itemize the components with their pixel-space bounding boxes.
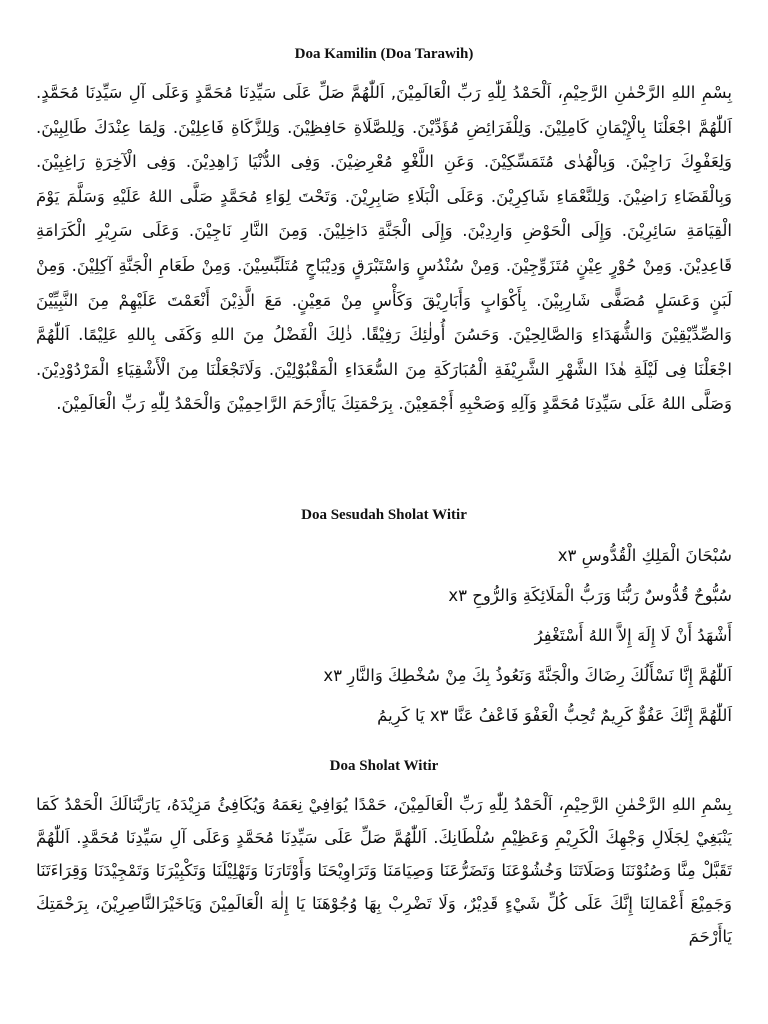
section-title-doa-sholat-witir: Doa Sholat Witir xyxy=(329,758,439,774)
section-title-doa-kamilin: Doa Kamilin (Doa Tarawih) xyxy=(294,46,474,62)
dzikir-line: اَللّٰهُمَّ إِنَّكَ عَفُوٌّ كَرِيمٌ تُحِبُّ الْعَفْوَ فَاعْفُ عَنَّا x٣ يَا كَرِيمُ xyxy=(377,706,732,725)
section-title-doa-sesudah-witir: Doa Sesudah Sholat Witir xyxy=(301,507,467,523)
dzikir-line: سُبْحَانَ الْمَلِكِ الْقُدُّوسِ x٣ xyxy=(557,546,732,565)
dzikir-line: سُبُّوحٌ قُدُّوسٌ رَبُّنَا وَرَبُّ الْمَلَائِكَةِ وَالرُّوحِ x٣ xyxy=(448,586,732,605)
doa-kamilin-text: بِسْمِ اللهِ الرَّحْمٰنِ الرَّحِيْمِ، اَلْحَمْدُ لِلّٰهِ رَبِّ الْعَالَمِيْنَ, اَللّٰهُمَّ صَلِّ عَلَى سَيِّدِنَا مُحَمَّدٍ وَعَلَى آلِ سَيِّدِنَا مُحَمَّدٍ. اَللّٰهُمَّ اجْعَلْنَا بِالْإِيْمَانِ كَامِلِيْنَ. وَلِلْفَرَائِضِ مُؤَدِّيْنَ. وَلِلصَّلَاةِ حَافِظِيْنَ. وَلِلزَّكَاةِ فَاعِلِيْنَ. وَلِمَا عِنْدَكَ طَالِبِيْنَ. وَلِعَفْوِكَ رَاجِيْنَ. وَبِالْهُدٰى مُتَمَسِّكِيْنَ. وَعَنِ اللَّغْوِ مُعْرِضِيْنَ. وَفِى الدُّنْيَا زَاهِدِيْنَ. وَفِى الْآخِرَةِ رَاغِبِيْنَ. وَبِالْقَضَاءِ رَاضِيْنَ. وَلِلنَّعْمَاءِ شَاكِرِيْنَ. وَعَلَى الْبَلَاءِ صَابِرِيْنَ. وَتَحْتَ لِوَاءِ مُحَمَّدٍ صَلَّى اللهُ عَلَيْهِ وَسَلَّمَ يَوْمَ الْقِيَامَةِ سَائِرِيْنَ. وَإِلَى الْحَوْضِ وَارِدِيْنَ. وَإِلَى الْجَنَّةِ دَاخِلِيْنَ. وَمِنَ النَّارِ نَاجِيْنَ. وَعَلَى سَرِيْرِ الْكَرَامَةِ قَاعِدِيْنَ. وَمِنْ حُوْرٍ عِيْنٍ مُتَزَوِّجِيْنَ. وَمِنْ سُنْدُسٍ وَاسْتَبْرَقٍ وَدِيْبَاجٍ مُتَلَبِّسِيْنَ. وَمِنْ طَعَامِ الْجَنَّةِ آكِلِيْنَ. وَمِنْ لَبَنٍ وَعَسَلٍ مُصَفًّى شَارِبِيْنَ. بِأَكْوَابٍ وَأَبَارِيْقَ وَكَأْسٍ مِنْ مَعِيْنٍ. مَعَ الَّذِيْنَ أَنْعَمْتَ عَلَيْهِمْ مِنَ النَّبِيِّيْنَ وَالصِّدِّيْقِيْنَ وَالشُّهَدَاءِ وَالصَّالِحِيْنَ. وَحَسُنَ أُولٰئِكَ رَفِيْقًا. ذٰلِكَ الْفَضْلُ مِنَ اللهِ وَكَفَى بِاللهِ عَلِيْمًا. اَللّٰهُمَّ اجْعَلْنَا فِى لَيْلَةِ هٰذَا الشَّهْرِ الشَّرِيْفَةِ الْمُبَارَكَةِ مِنَ السُّعَدَاءِ الْمَقْبُوْلِيْنَ. وَلَاتَجْعَلْنَا مِنَ الْأَشْقِيَاءِ الْمَرْدُوْدِيْنَ. وَصَلَّى اللهُ عَلَى سَيِّدِنَا مُحَمَّدٍ وَآلِهِ وَصَحْبِهِ أَجْمَعِيْنَ. بِرَحْمَتِكَ يَاأَرْحَمَ الرَّاحِمِيْنَ وَالْحَمْدُ لِلّٰهِ رَبِّ الْعَالَمِيْنَ. xyxy=(36,83,732,414)
doa-sholat-witir-text: بِسْمِ اللهِ الرَّحْمٰنِ الرَّحِيْمِ، اَلْحَمْدُ لِلّٰهِ رَبِّ الْعَالَمِيْنَ، حَمْدًا يُوَافِيْ نِعَمَهُ وَيُكَافِئُ مَزِيْدَهُ، يَارَبَّنَالَكَ الْحَمْدُ كَمَا يَنْبَغِيْ لِجَلَالِ وَجْهِكَ الْكَرِيْمِ وَعَظِيْمِ سُلْطَانِكَ. اَللّٰهُمَّ صَلِّ عَلَى سَيِّدِنَا مُحَمَّدٍ وَعَلَى آلِ سَيِّدِنَا مُحَمَّدٍ. اَللّٰهُمَّ تَقَبَّلْ مِنَّا وَصُنُوْنَنَا وَصَلَاتَنَا وَخُشُوْعَنَا وَتَضَرُّعَنَا وَصِيَامَنَا وَتَرَاوِيْحَنَا وَأَوْتَارَنَا وَتَهْلِيْلَنَا وَتَكْبِيْرَنَا وَتَمْجِيْدَنَا وَقِرَاءَتَنَا وَجَمِيْعَ أَعْمَالِنَا إِنَّكَ عَلَى كُلِّ شَيْءٍ قَدِيْرٌ، وَلَا تَضْرِبْ بِهَا وُجُوْهَنَا يَا إِلٰهَ الْعَالَمِيْنَ وَيَاخَيْرَالنَّاصِرِيْنَ، بِرَحْمَتِكَ يَاأَرْحَمَ xyxy=(36,795,732,946)
dzikir-line: اَللّٰهُمَّ إِنَّا نَسْأَلُكَ رِضَاكَ والْجَنَّةَ وَنَعُوذُ بِكَ مِنْ سُخْطِكَ وَالنَّارِ x٣ xyxy=(323,666,732,685)
doa-sesudah-witir-lines xyxy=(36,536,732,736)
dzikir-line: أَشْهَدُ أَنْ لَا إِلَهَ إِلاَّ اللهُ أَسْتَغْفِرُ xyxy=(534,626,732,645)
